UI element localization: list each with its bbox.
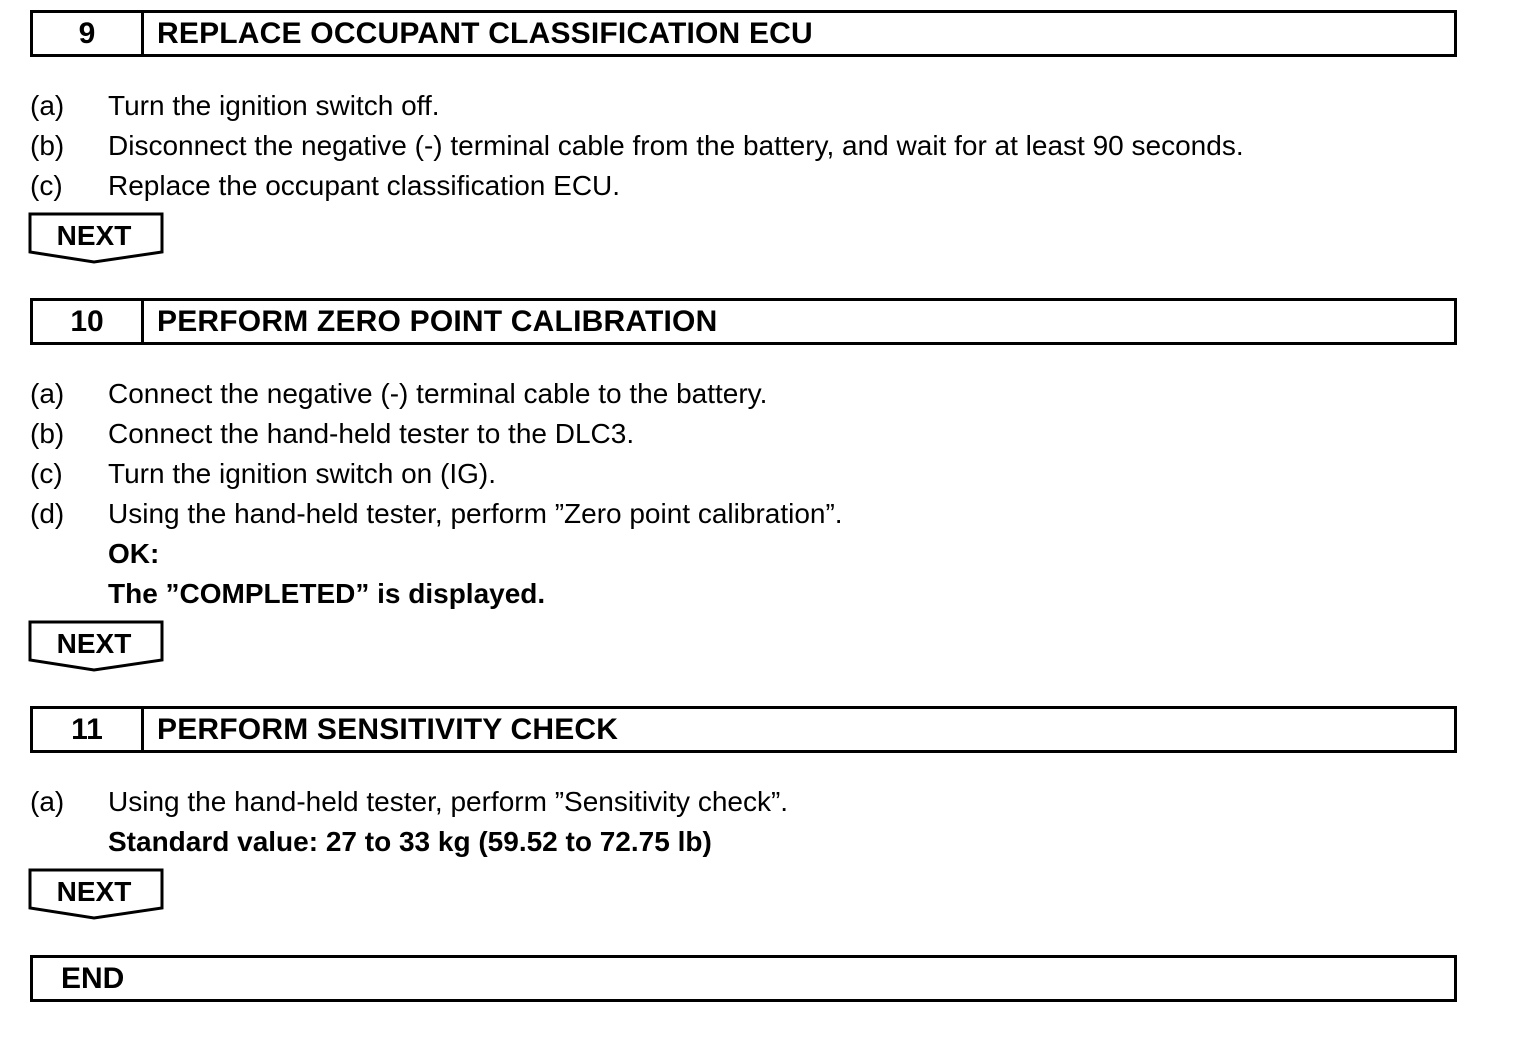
item-text: Connect the negative (-) terminal cable to the battery. (108, 378, 768, 409)
step-number: 9 (33, 13, 144, 54)
list-item (30, 782, 788, 822)
item-text: Using the hand-held tester, perform ”Sensitivity check”. (108, 786, 789, 817)
item-text: Connect the hand-held tester to the DLC3. (108, 418, 635, 449)
item-text: Replace the occupant classification ECU. (108, 170, 621, 201)
item-label: (a) (30, 378, 65, 409)
next-button[interactable] (28, 212, 166, 266)
next-label: NEXT (56, 220, 132, 251)
step-10-header (30, 298, 1457, 345)
item-text: Disconnect the negative (-) terminal cable from the battery, and wait for at least 90 seconds. (108, 130, 1244, 161)
list-item (30, 126, 1244, 166)
step-title: REPLACE OCCUPANT CLASSIFICATION ECU (157, 16, 813, 50)
list-item (30, 414, 634, 454)
list-item (30, 454, 496, 494)
end-label: END (61, 961, 125, 995)
item-label: (d) (30, 498, 65, 529)
item-text: Using the hand-held tester, perform ”Zero point calibration”. (108, 498, 843, 529)
next-button[interactable] (28, 620, 166, 674)
item-label: (b) (30, 418, 65, 449)
step-title: PERFORM ZERO POINT CALIBRATION (157, 304, 718, 338)
step-9-header (30, 10, 1457, 57)
list-item (30, 494, 843, 534)
next-button[interactable] (28, 868, 166, 922)
list-item (30, 166, 620, 206)
next-label: NEXT (56, 628, 132, 659)
step-title: PERFORM SENSITIVITY CHECK (157, 712, 619, 746)
item-label: (c) (30, 458, 63, 489)
step-number: 11 (33, 709, 144, 750)
list-item (30, 86, 440, 126)
item-text: Turn the ignition switch on (IG). (108, 458, 497, 489)
end-box (30, 955, 1457, 1002)
item-label: (b) (30, 130, 65, 161)
ok-criteria: The ”COMPLETED” is displayed. (108, 578, 546, 609)
step-11-header (30, 706, 1457, 753)
item-text: Turn the ignition switch off. (108, 90, 440, 121)
list-item (30, 374, 767, 414)
step-number: 10 (33, 301, 144, 342)
item-label: (a) (30, 786, 65, 817)
standard-value: Standard value: 27 to 33 kg (59.52 to 72.75 lb) (108, 826, 712, 857)
item-label: (a) (30, 90, 65, 121)
item-label: (c) (30, 170, 63, 201)
next-label: NEXT (56, 876, 132, 907)
ok-label: OK: (108, 538, 160, 569)
